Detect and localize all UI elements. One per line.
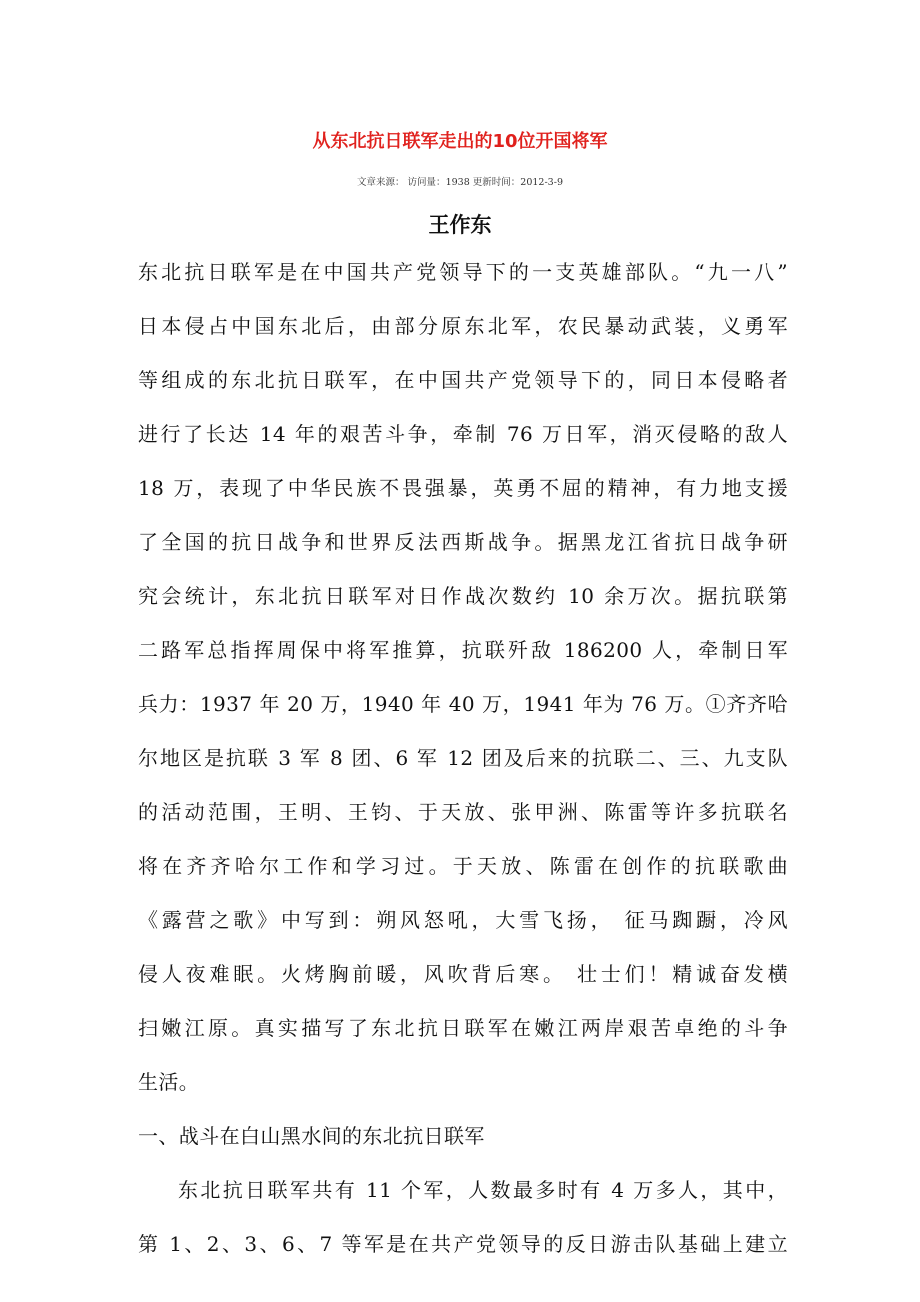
visits-label: 访问量： xyxy=(407,177,446,188)
body-line: 第 1、2、3、6、7 等军是在共产党领导的反日游击队基础上建立 xyxy=(138,1232,788,1256)
body-line: 东北抗日联军是在中国共产党领导下的一支英雄部队。“九一八” xyxy=(138,260,788,284)
body-line: 等组成的东北抗日联军，在中国共产党领导下的，同日本侵略者 xyxy=(138,368,788,392)
body-line: 《露营之歌》中写到：朔风怒吼，大雪飞扬， 征马踟蹰，冷风 xyxy=(138,908,788,932)
visits-value: 1938 xyxy=(445,177,470,188)
body-line: 扫嫩江原。真实描写了东北抗日联军在嫩江两岸艰苦卓绝的斗争 xyxy=(138,1016,788,1040)
source-label: 文章来源： xyxy=(357,177,405,188)
body-line: 了全国的抗日战争和世界反法西斯战争。据黑龙江省抗日战争研 xyxy=(138,530,788,554)
body-line: 的活动范围，王明、王钧、于天放、张甲洲、陈雷等许多抗联名 xyxy=(138,800,788,824)
article-author: 王作东 xyxy=(428,213,492,237)
body-line: 将在齐齐哈尔工作和学习过。于天放、陈雷在创作的抗联歌曲 xyxy=(138,854,788,878)
updated-label: 更新时间： xyxy=(472,177,521,188)
body-line: 尔地区是抗联 3 军 8 团、6 军 12 团及后来的抗联二、三、九支队 xyxy=(138,746,788,770)
section-heading: 一、战斗在白山黑水间的东北抗日联军 xyxy=(138,1124,485,1148)
article-body xyxy=(138,251,788,1277)
body-line: 二路军总指挥周保中将军推算，抗联歼敌 186200 人，牵制日军 xyxy=(138,638,788,662)
body-line: 侵人夜难眠。火烤胸前暖，风吹背后寒。 壮士们！精诚奋发横 xyxy=(138,962,788,986)
body-line: 进行了长达 14 年的艰苦斗争，牵制 76 万日军，消灭侵略的敌人 xyxy=(138,422,788,446)
body-line: 18 万，表现了中华民族不畏强暴，英勇不屈的精神，有力地支援 xyxy=(138,476,788,500)
article-title: 从东北抗日联军走出的10位开国将军 xyxy=(312,131,608,152)
body-line: 东北抗日联军共有 11 个军，人数最多时有 4 万多人，其中， xyxy=(178,1178,788,1202)
body-line: 究会统计，东北抗日联军对日作战次数约 10 余万次。据抗联第 xyxy=(138,584,788,608)
article-meta xyxy=(0,176,920,190)
body-line: 生活。 xyxy=(138,1070,200,1094)
body-line: 兵力：1937 年 20 万，1940 年 40 万，1941 年为 76 万。①齐齐哈 xyxy=(138,692,788,716)
body-line: 日本侵占中国东北后，由部分原东北军，农民暴动武装，义勇军 xyxy=(138,314,788,338)
updated-value: 2012-3-9 xyxy=(520,177,563,188)
